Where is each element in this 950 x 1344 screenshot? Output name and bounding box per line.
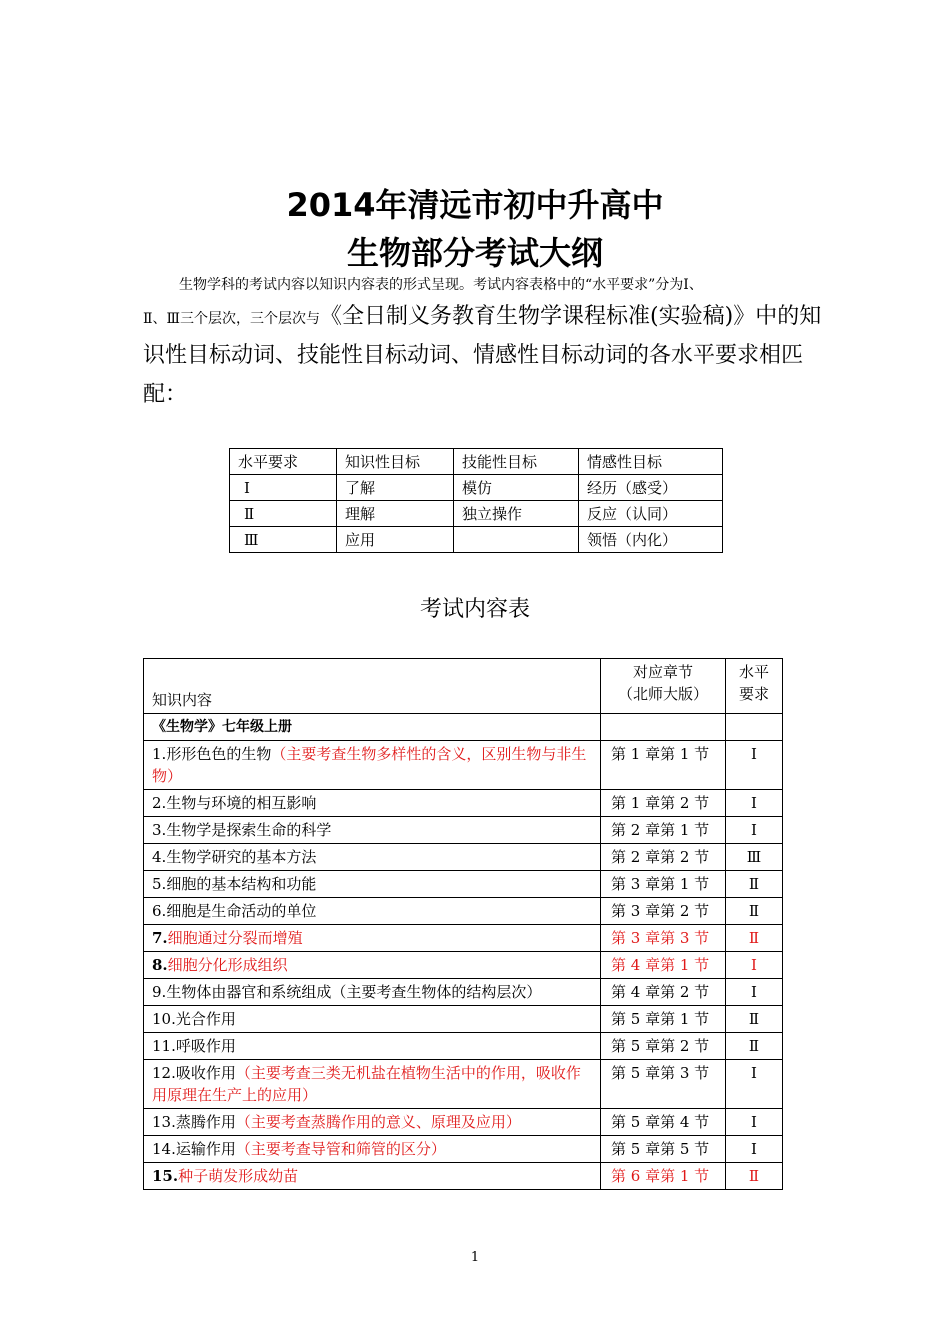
table-row (144, 1163, 783, 1190)
item-text: 生物与环境的相互影响 (166, 794, 317, 812)
knowledge-cell (144, 979, 601, 1006)
item-text: 蒸腾作用 (175, 1113, 236, 1131)
intro-part1: 生物学科的考试内容以知识内容表的形式呈现。考试内容表格中的“水平要求”分为Ⅰ、 (179, 277, 703, 293)
item-note: （主要考查导管和筛管的区分） (235, 1140, 446, 1158)
item-number: 12. (152, 1064, 176, 1082)
intro-paragraph (143, 272, 823, 415)
title-line1: 2014年清远市初中升高中 (286, 186, 664, 224)
level-cell: Ⅱ (726, 1033, 783, 1060)
chapter-cell: 第 5 章第 3 节 (601, 1060, 726, 1109)
chapter-cell: 第 3 章第 2 节 (601, 898, 726, 925)
chapter-cell: 第 4 章第 2 节 (601, 979, 726, 1006)
table-row (230, 501, 723, 527)
item-number: 10. (152, 1010, 176, 1028)
section-empty-cell (601, 714, 726, 741)
item-text: 形形色色的生物 (166, 745, 272, 763)
table-row (144, 1060, 783, 1109)
chapter-cell: 第 1 章第 2 节 (601, 790, 726, 817)
level-cell: Ⅲ (230, 527, 337, 553)
table-row (144, 790, 783, 817)
knowledge-cell (144, 1060, 601, 1109)
chapter-cell: 第 2 章第 1 节 (601, 817, 726, 844)
header-chapter-line2: （北师大版） (617, 685, 708, 703)
table-row (144, 952, 783, 979)
item-number: 13. (152, 1113, 176, 1131)
chapter-cell: 第 5 章第 4 节 (601, 1109, 726, 1136)
section-title: 《生物学》七年级上册 (144, 714, 601, 741)
item-number: 5. (152, 875, 167, 893)
table-row (144, 898, 783, 925)
header-level-line2: 要求 (738, 685, 769, 703)
knowledge-cell (144, 925, 601, 952)
item-note: （主要考查三类无机盐在植物生活中的作用，吸收作用原理在生产上的应用） (152, 1064, 581, 1104)
item-number: 7. (152, 929, 168, 947)
table-row (230, 475, 723, 501)
knowledge-cell (144, 844, 601, 871)
item-number: 6. (152, 902, 167, 920)
table-row (230, 527, 723, 553)
item-text: 生物体由器官和系统组成（主要考查生物体的结构层次） (166, 983, 542, 1001)
header-knowledge: 知识内容 (144, 659, 601, 714)
level-cell: Ⅱ (726, 871, 783, 898)
chapter-cell: 第 1 章第 1 节 (601, 741, 726, 790)
table-row (144, 1006, 783, 1033)
chapter-cell: 第 6 章第 1 节 (601, 1163, 726, 1190)
chapter-cell: 第 4 章第 1 节 (601, 952, 726, 979)
table-row (144, 925, 783, 952)
chapter-cell: 第 5 章第 1 节 (601, 1006, 726, 1033)
level-cell: Ⅱ (726, 1006, 783, 1033)
level-cell: Ⅰ (726, 1136, 783, 1163)
intro-part3: 《全日制义务教育生物学课程标准(实验稿)》中的知识性目标动词、技能性目标动词、情感性目标动词的各水平要求相匹配： (143, 304, 822, 407)
header-level-line1: 水平 (738, 663, 769, 681)
table-row (144, 871, 783, 898)
level-cell: Ⅰ (230, 475, 337, 501)
knowledge-cell (144, 871, 601, 898)
level-cell: 领悟（内化） (579, 527, 723, 553)
content-table-header (144, 659, 783, 714)
level-cell: Ⅰ (726, 1109, 783, 1136)
content-rows (144, 741, 783, 1190)
item-text: 细胞是生命活动的单位 (166, 902, 317, 920)
level-header-cell: 水平要求 (230, 449, 337, 475)
chapter-cell: 第 5 章第 2 节 (601, 1033, 726, 1060)
item-number: 15. (152, 1167, 179, 1185)
item-number: 9. (152, 983, 167, 1001)
level-cell: Ⅱ (726, 898, 783, 925)
level-cell: 模仿 (454, 475, 579, 501)
item-number: 4. (152, 848, 167, 866)
item-text: 光合作用 (175, 1010, 236, 1028)
knowledge-cell (144, 1006, 601, 1033)
knowledge-cell (144, 952, 601, 979)
level-cell: 经历（感受） (579, 475, 723, 501)
level-cell: Ⅰ (726, 741, 783, 790)
level-table (229, 448, 723, 553)
item-text: 细胞的基本结构和功能 (166, 875, 317, 893)
item-text: 细胞分化形成组织 (167, 956, 288, 974)
level-cell: 了解 (337, 475, 454, 501)
table-row (144, 1136, 783, 1163)
level-cell: Ⅰ (726, 1060, 783, 1109)
chapter-cell: 第 5 章第 5 节 (601, 1136, 726, 1163)
page-number: 1 (470, 1250, 480, 1265)
level-cell: Ⅲ (726, 844, 783, 871)
table-row (144, 1033, 783, 1060)
level-cell: 理解 (337, 501, 454, 527)
level-cell: Ⅱ (230, 501, 337, 527)
knowledge-cell (144, 817, 601, 844)
knowledge-cell (144, 741, 601, 790)
item-number: 14. (152, 1140, 176, 1158)
item-number: 1. (152, 745, 167, 763)
level-header-cell: 知识性目标 (337, 449, 454, 475)
chapter-cell: 第 3 章第 3 节 (601, 925, 726, 952)
knowledge-cell (144, 898, 601, 925)
level-cell (454, 527, 579, 553)
header-chapter (601, 659, 726, 714)
knowledge-cell (144, 1033, 601, 1060)
section-row (144, 714, 783, 741)
item-text: 生物学是探索生命的科学 (166, 821, 332, 839)
level-cell: Ⅰ (726, 952, 783, 979)
level-cell: Ⅰ (726, 790, 783, 817)
item-text: 吸收作用 (175, 1064, 236, 1082)
title-line2: 生物部分考试大纲 (346, 234, 603, 272)
item-text: 呼吸作用 (175, 1037, 236, 1055)
item-text: 细胞通过分裂而增殖 (167, 929, 303, 947)
level-cell: 反应（认同） (579, 501, 723, 527)
level-header-cell: 情感性目标 (579, 449, 723, 475)
knowledge-cell (144, 790, 601, 817)
level-cell: Ⅱ (726, 925, 783, 952)
content-table-title: 考试内容表 (419, 597, 530, 622)
content-table (143, 658, 783, 1190)
item-number: 2. (152, 794, 167, 812)
table-row (144, 979, 783, 1006)
item-text: 种子萌发形成幼苗 (178, 1167, 299, 1185)
item-text: 运输作用 (175, 1140, 236, 1158)
item-note: （主要考查生物多样性的含义，区别生物与非生物） (152, 745, 587, 785)
item-number: 11. (152, 1037, 176, 1055)
item-text: 生物学研究的基本方法 (166, 848, 317, 866)
level-table-header (230, 449, 723, 475)
level-cell: 应用 (337, 527, 454, 553)
section-empty-cell (726, 714, 783, 741)
header-level (726, 659, 783, 714)
item-note: （主要考查蒸腾作用的意义、原理及应用） (235, 1113, 521, 1131)
table-row (144, 1109, 783, 1136)
level-header-cell: 技能性目标 (454, 449, 579, 475)
chapter-cell: 第 3 章第 1 节 (601, 871, 726, 898)
table-row (144, 741, 783, 790)
level-cell: Ⅰ (726, 979, 783, 1006)
knowledge-cell (144, 1136, 601, 1163)
header-chapter-line1: 对应章节 (632, 663, 693, 681)
item-number: 3. (152, 821, 167, 839)
table-row (144, 844, 783, 871)
level-cell: Ⅰ (726, 817, 783, 844)
level-cell: Ⅱ (726, 1163, 783, 1190)
knowledge-cell (144, 1109, 601, 1136)
item-number: 8. (152, 956, 168, 974)
knowledge-cell (144, 1163, 601, 1190)
level-cell: 独立操作 (454, 501, 579, 527)
table-row (144, 817, 783, 844)
chapter-cell: 第 2 章第 2 节 (601, 844, 726, 871)
intro-part2: Ⅱ、Ⅲ三个层次，三个层次与 (143, 311, 321, 327)
